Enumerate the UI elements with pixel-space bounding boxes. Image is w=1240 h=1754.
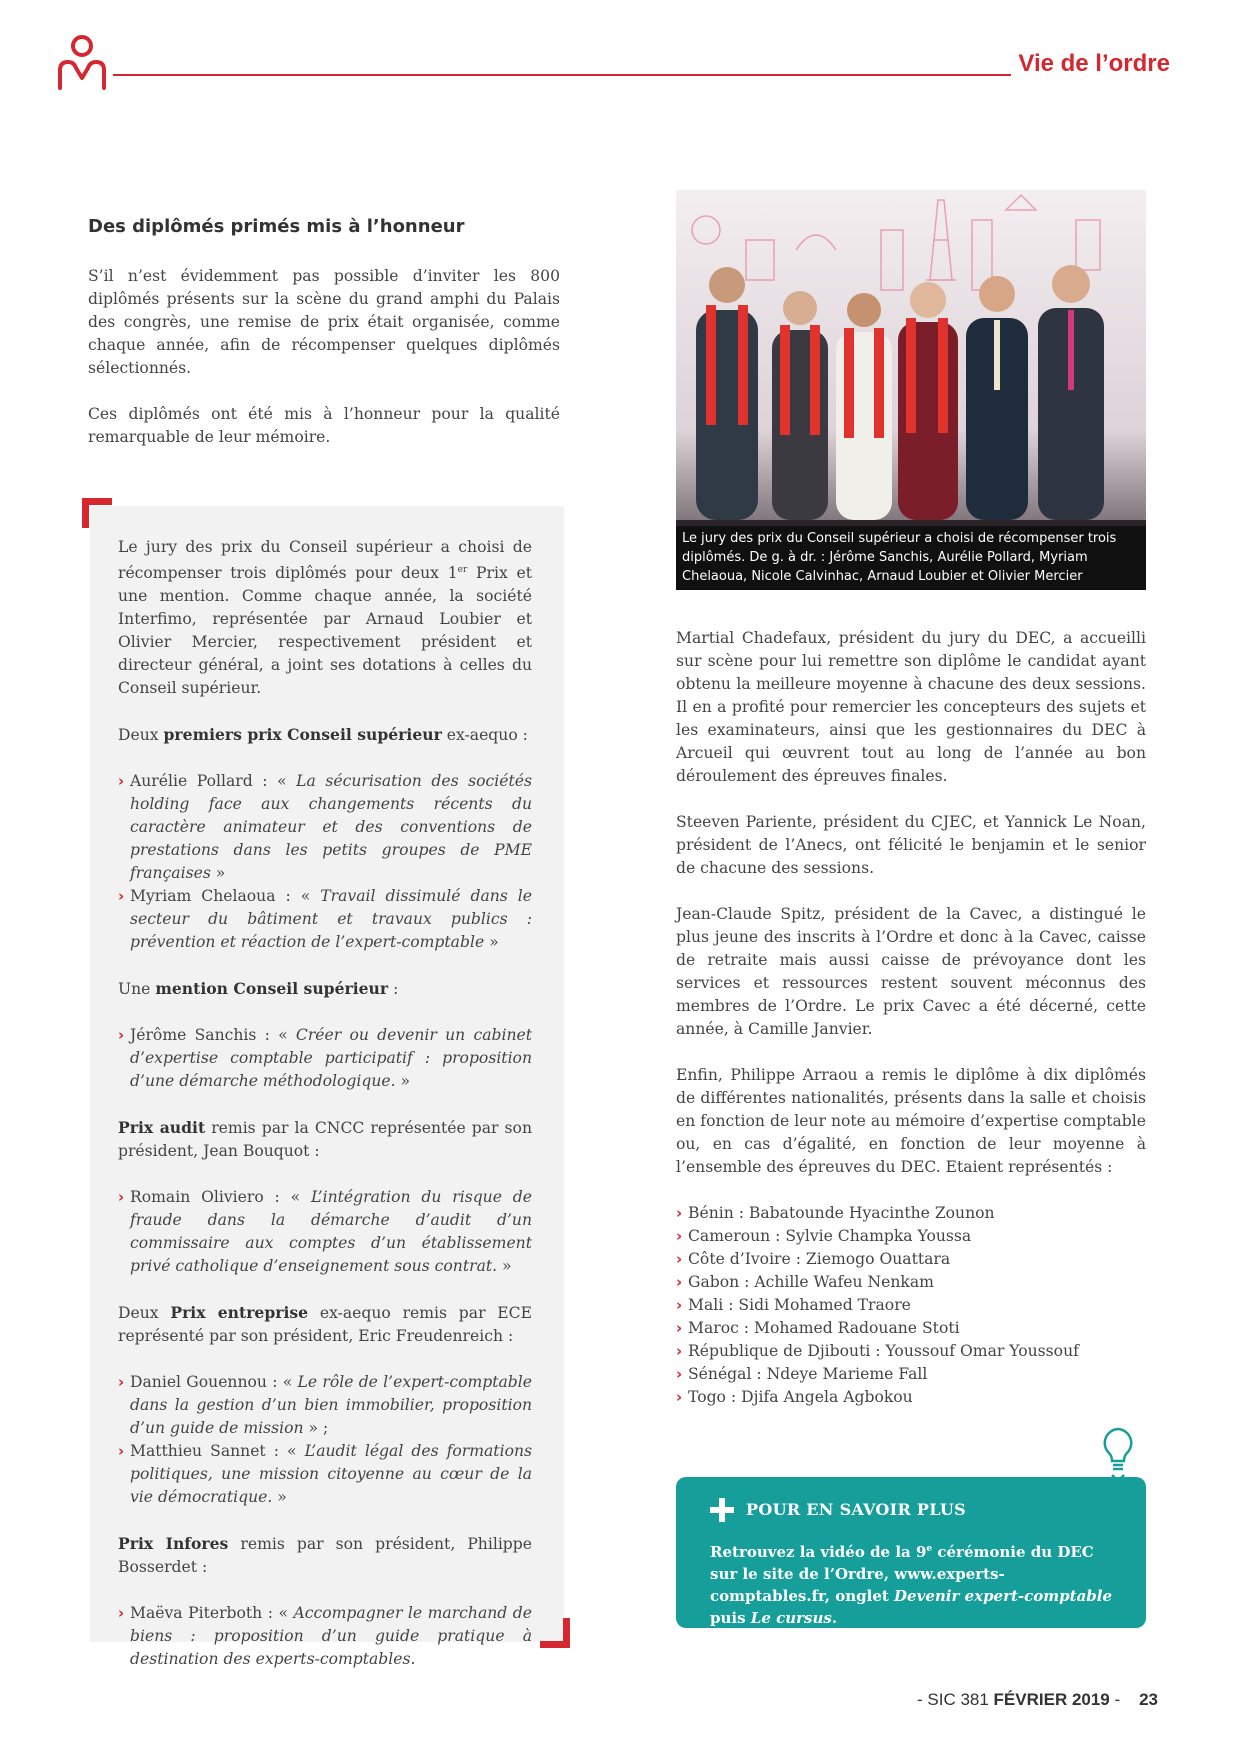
page-footer: - SIC 381 FÉVRIER 2019 - 23: [917, 1690, 1158, 1709]
list-item: › Matthieu Sannet : « L’audit légal des formations politiques, une mission citoyenne au cœur de la vie démocratique. »: [118, 1442, 532, 1507]
prize-list: [118, 1371, 532, 1509]
list-item: › Jérôme Sanchis : « Créer ou devenir un cabinet d’expertise comptable participatif : proposition d’une démarche méthodologique. »: [118, 1026, 532, 1091]
chevron-right-icon: ›: [676, 1227, 683, 1245]
chevron-right-icon: ›: [118, 772, 125, 791]
list-item: › République de Djibouti : Youssouf Omar Youssouf: [676, 1340, 1146, 1363]
article-heading: Des diplômés primés mis à l’honneur: [88, 216, 465, 237]
list-item: › Gabon : Achille Wafeu Nenkam: [676, 1271, 1146, 1294]
list-item: › Maëva Piterboth : « Accompagner le marchand de biens : proposition d’un guide pratique à destination des experts-comptables.: [118, 1604, 532, 1669]
body-paragraph: Enfin, Philippe Arraou a remis le diplôme à dix diplômés de différentes nationalités, présents dans la salle et choisis en fonction de leur note au mémoire d’expertise comptable ou, en cas d’égalité, en fonction de leur moyenne à l’ensemble des épreuves du DEC. Etaient représentés :: [676, 1066, 1146, 1176]
group-heading: Deux premiers prix Conseil supérieur ex-aequo :: [118, 725, 528, 745]
chevron-right-icon: ›: [676, 1342, 683, 1360]
chevron-right-icon: ›: [118, 1188, 125, 1207]
chevron-right-icon: ›: [676, 1388, 683, 1406]
list-item: › Côte d’Ivoire : Ziemogo Ouattara: [676, 1248, 1146, 1271]
country-list: [676, 1202, 1146, 1409]
lightbulb-icon: [1098, 1425, 1138, 1483]
intro-paragraph: S’il n’est évidemment pas possible d’inviter les 800 diplômés présents sur la scène du grand amphi du Palais des congrès, une remise de prix était organisée, comme chaque année, afin de récompenser quelques diplômés sélectionnés.: [88, 267, 560, 377]
box-intro: Le jury des prix du Conseil supérieur a choisi de récompenser trois diplômés pour deux 1er Prix et une mention. Comme chaque année, la société Interfimo, représentée par Arnaud Loubier et Olivier Mercier, respectivement président et directeur général, a joint ses dotations à celles du Conseil supérieur.: [118, 538, 533, 698]
list-item: › Romain Oliviero : « L’intégration du risque de fraude dans la démarche d’audit d’un commissaire aux comptes d’un établissement privé catholique d’enseignement sous contrat. »: [118, 1188, 532, 1276]
prize-list: [118, 770, 532, 954]
prize-list: [118, 1024, 532, 1093]
section-title: Vie de l’ordre: [1018, 50, 1170, 77]
chevron-right-icon: ›: [118, 1604, 125, 1623]
chevron-right-icon: ›: [676, 1273, 683, 1291]
list-item: › Aurélie Pollard : « La sécurisation des sociétés holding face aux changements récents du caractère animateur et des conventions de prestations dans les petits groupes de PME françaises »: [118, 772, 532, 883]
chevron-right-icon: ›: [118, 1442, 125, 1461]
chevron-right-icon: ›: [118, 1026, 125, 1045]
photo-caption: Le jury des prix du Conseil supérieur a choisi de récompenser trois diplômés. De g. à dr. : Jérôme Sanchis, Aurélie Pollard, Myriam Chelaoua, Nicole Calvinhac, Arnaud Loubier et Olivier Mercier: [676, 526, 1146, 590]
intro-paragraph: Ces diplômés ont été mis à l’honneur pour la qualité remarquable de leur mémoire.: [88, 405, 560, 446]
prizes-text: [118, 536, 532, 1694]
corner-bracket-top: [82, 498, 112, 528]
prize-list: [118, 1186, 532, 1278]
chevron-right-icon: ›: [676, 1365, 683, 1383]
list-item: › Daniel Gouennou : « Le rôle de l’expert-comptable dans la gestion d’un bien immobilier, proposition d’un guide de mission » ;: [118, 1373, 532, 1438]
intro-text: [88, 265, 560, 472]
chevron-right-icon: ›: [118, 1373, 125, 1392]
body-paragraph: Jean-Claude Spitz, président de la Cavec, a distingué le plus jeune des inscrits à l’Ordre et donc à la Cavec, caisse de retraite mais aussi caisse de prévoyance dont les services et ressources restent souvent méconnus des membres de l’Ordre. Le prix Cavec a été décerné, cette année, à Camille Janvier.: [676, 905, 1146, 1038]
group-heading: Prix Infores remis par son président, Philippe Bosserdet :: [118, 1534, 533, 1577]
list-item: › Mali : Sidi Mohamed Traore: [676, 1294, 1146, 1317]
info-title: POUR EN SAVOIR PLUS: [746, 1500, 967, 1519]
header-rule: [113, 74, 1011, 76]
chevron-right-icon: ›: [676, 1204, 683, 1222]
group-heading: Deux Prix entreprise ex-aequo remis par ECE représenté par son président, Eric Freudenreich :: [118, 1303, 532, 1346]
group-heading: Prix audit remis par la CNCC représentée par son président, Jean Bouquot :: [118, 1118, 532, 1161]
prize-list: [118, 1602, 532, 1671]
body-paragraph: Steeven Pariente, président du CJEC, et Yannick Le Noan, président de l’Anecs, ont félicité le benjamin et le senior de chacune des sessions.: [676, 813, 1146, 877]
info-text: Retrouvez la vidéo de la 9e cérémonie du DEC sur le site de l’Ordre, www.experts-comptables.fr, onglet Devenir expert-comptable puis Le cursus.: [710, 1543, 1113, 1627]
chevron-right-icon: ›: [676, 1250, 683, 1268]
list-item: › Togo : Djifa Angela Agbokou: [676, 1386, 1146, 1409]
list-item: › Myriam Chelaoua : « Travail dissimulé dans le secteur du bâtiment et travaux publics : prévention et réaction de l’expert-comptable »: [118, 887, 533, 952]
group-heading: Une mention Conseil supérieur :: [118, 979, 399, 999]
corner-bracket-bottom: [540, 1618, 570, 1648]
list-item: › Cameroun : Sylvie Champka Youssa: [676, 1225, 1146, 1248]
list-item: › Maroc : Mohamed Radouane Stoti: [676, 1317, 1146, 1340]
plus-icon: [708, 1496, 736, 1524]
list-item: › Sénégal : Ndeye Marieme Fall: [676, 1363, 1146, 1386]
list-item: › Bénin : Babatounde Hyacinthe Zounon: [676, 1202, 1146, 1225]
right-column-text: [676, 627, 1146, 1409]
body-paragraph: Martial Chadefaux, président du jury du DEC, a accueilli sur scène pour lui remettre son diplôme le candidat ayant obtenu la meilleure moyenne à chacune des deux sessions. Il en a profité pour remercier les concepteurs des sujets et les examinateurs, ainsi que les gestionnaires du DEC à Arcueil qui œuvrent tout au long de l’année au bon déroulement des épreuves finales.: [676, 629, 1146, 785]
page-number: 23: [1139, 1690, 1158, 1709]
chevron-right-icon: ›: [676, 1319, 683, 1337]
ordre-logo-icon: [56, 34, 108, 92]
chevron-right-icon: ›: [676, 1296, 683, 1314]
chevron-right-icon: ›: [118, 887, 125, 906]
